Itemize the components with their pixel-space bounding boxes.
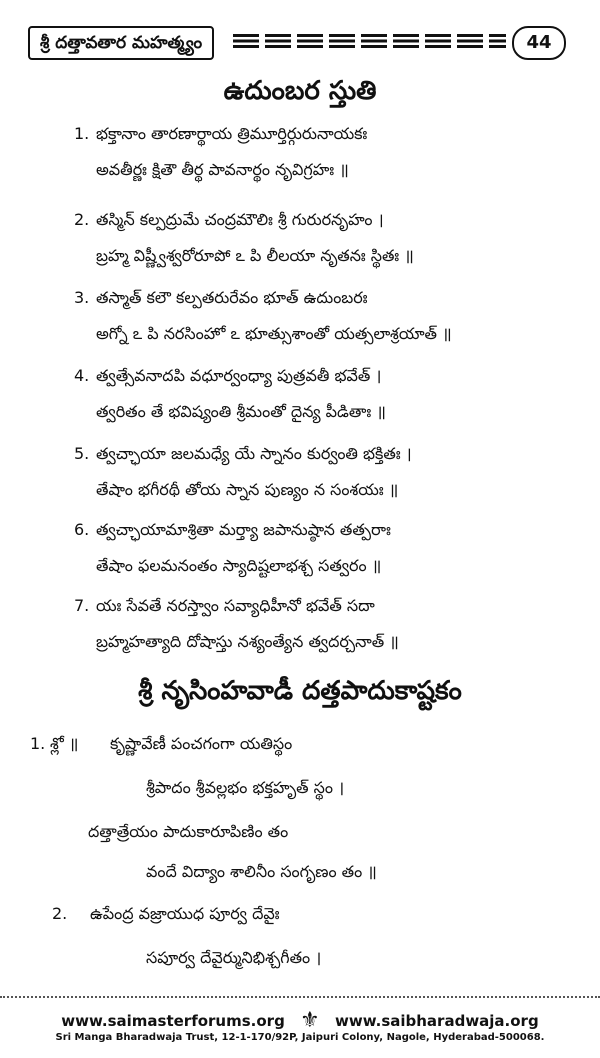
verse-number: 1. bbox=[30, 734, 46, 753]
verse-line: యః సేవతే నరస్త్వాం సవ్యాధిహీనో భవేత్ సదా bbox=[96, 596, 375, 615]
verse-number: 1. bbox=[74, 124, 90, 143]
header-rule bbox=[233, 34, 506, 48]
verse-line: తేషాం భగీరథీ తోయ స్నాన పుణ్యం న సంశయః ॥ bbox=[96, 480, 399, 499]
verse-line: దత్తాత్రేయం పాదుకారూపిణిం తం bbox=[88, 822, 289, 841]
footer-websites bbox=[0, 1008, 600, 1033]
sloka-marker: శ్లో ॥ bbox=[50, 734, 79, 753]
verse-line: ఉపేంద్ర వజ్రాయుధ పూర్వ దేవైః bbox=[90, 904, 280, 923]
verse-line: త్వరితం తే భవిష్యంతి శ్రీమంతో దైన్య పీడితాః ॥ bbox=[96, 402, 386, 421]
page-footer bbox=[0, 990, 600, 1058]
verse-line: బ్రహ్మ విష్ణ్వీశ్వరోరూపో ఽ పి లీలయా నృతనః స్థితః ॥ bbox=[96, 246, 414, 265]
verse-line: బ్రహ్మహత్యాది దోషాస్తు నశ్యంత్యేన త్వదర్చనాత్ ॥ bbox=[96, 632, 399, 651]
verse-number: 6. bbox=[74, 520, 90, 539]
trust-address: Sri Manga Bharadwaja Trust, 12-1-170/92P, Jaipuri Colony, Nagole, Hyderabad-500068. bbox=[55, 1032, 545, 1043]
verse-line: తస్మాత్ కలౌ కల్పతరురేవం భూత్ ఉదుంబరః bbox=[96, 288, 368, 307]
verse-number: 7. bbox=[74, 596, 90, 615]
verse-line: భక్తానాం తారణార్థాయ త్రిమూర్తిర్గురునాయకః bbox=[96, 124, 368, 143]
verse-line: త్వత్సేవనాదపి వధూర్వంధ్యా పుత్రవతీ భవేత్ । bbox=[96, 366, 382, 385]
verse-number: 3. bbox=[74, 288, 90, 307]
site-link-saimasterforums[interactable]: www.saimasterforums.org bbox=[61, 1011, 285, 1030]
verse-line: శ్రీపాదం శ్రీవల్లభం భక్తహృత్ స్థం । bbox=[146, 778, 345, 797]
verse-line: తేషాం ఫలమనంతం స్యాదిష్టలాభశ్చ సత్వరం ॥ bbox=[96, 556, 382, 575]
verse-number: 4. bbox=[74, 366, 90, 385]
verse-number: 5. bbox=[74, 444, 90, 463]
verse-number: 2. bbox=[52, 904, 68, 923]
verse-line: అగ్నో ఽ పి నరసింహో ఽ భూత్సుశాంతో యత్సలాశ్రయాత్ ॥ bbox=[96, 324, 452, 343]
verse-number: 2. bbox=[74, 210, 90, 229]
verse-line: త్వచ్ఛాయామాశ్రితా మర్త్యా జపానుష్ఠాన తత్పరాః bbox=[96, 520, 391, 539]
book-title: శ్రీ దత్తావతార మహత్మ్యం bbox=[28, 26, 214, 60]
fleur-de-lis-icon: ⚜ bbox=[300, 1008, 320, 1033]
section-title-dattapadukashtakam: శ్రీ నృసింహవాడీ దత్తపాదుకాష్టకం bbox=[138, 676, 462, 706]
verse-line: తస్మిన్ కల్పద్రుమే చంద్రమౌలిః శ్రీ గురురనృహం । bbox=[96, 210, 384, 229]
verse-line: కృష్ణావేణీ పంచగంగా యతిస్థం bbox=[110, 734, 293, 753]
verse-line: త్వచ్ఛాయా జలమధ్యే యే స్నానం కుర్వంతి భక్తితః । bbox=[96, 444, 412, 463]
page-header bbox=[28, 26, 566, 62]
page-number: 44 bbox=[512, 26, 566, 60]
section-title-udumbara-stuti: ఉదుంబర స్తుతి bbox=[223, 76, 377, 106]
site-link-saibharadwaja[interactable]: www.saibharadwaja.org bbox=[335, 1011, 539, 1030]
verse-line: వందే విద్యాం శాలినీం సంగృణం తం ॥ bbox=[146, 862, 377, 881]
footer-divider bbox=[0, 996, 600, 998]
verse-line: సపూర్వ దేవైర్మునిభిశ్చగీతం । bbox=[146, 948, 322, 967]
verse-line: అవతీర్ణః క్షితౌ తీర్థ పావనార్థం నృవిగ్రహః ॥ bbox=[96, 160, 349, 179]
